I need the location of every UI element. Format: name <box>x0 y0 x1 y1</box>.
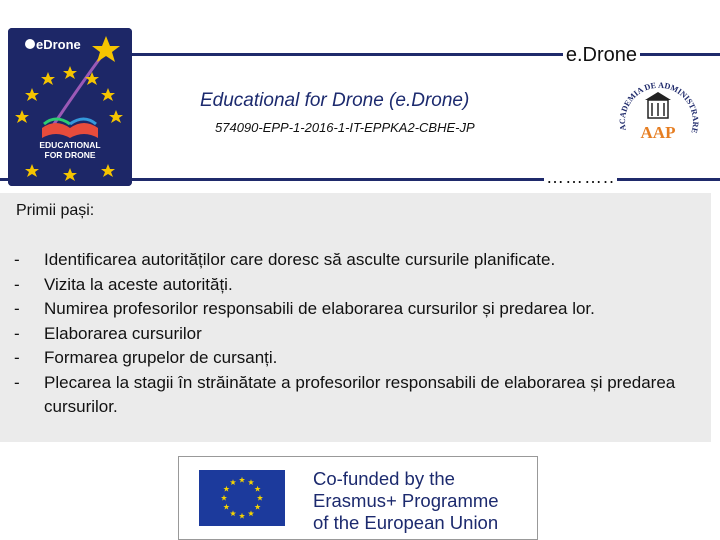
step-text: Plecarea la stagii în străinătate a profesorilor responsabili de elaborarea și predarea cursurilor. <box>44 372 676 416</box>
list-item <box>14 248 704 273</box>
step-text: Identificarea autorităților care doresc să asculte cursurile planificate. <box>44 250 556 269</box>
list-dash: - <box>14 250 20 269</box>
list-item <box>14 297 704 322</box>
step-text: Elaborarea cursurilor <box>44 323 202 343</box>
list-item <box>14 322 704 347</box>
page-title: Educational for Drone (e.Drone) <box>200 90 470 111</box>
list-item <box>14 371 704 420</box>
header-dots: ……….. <box>546 167 616 187</box>
project-code: 574090-EPP-1-2016-1-IT-EPPKA2-CBHE-JP <box>215 120 475 135</box>
step-text: Formarea grupelor de cursanți. <box>44 348 278 367</box>
eu-banner-text <box>313 468 499 534</box>
step-text: Vizita la aceste autorități. <box>44 274 233 294</box>
list-dash: - <box>14 348 20 367</box>
edrone-logo <box>8 28 132 186</box>
aap-logo <box>612 70 704 162</box>
eu-flag-icon <box>199 470 285 526</box>
list-dash: - <box>14 274 20 294</box>
steps-heading: Primii pași: <box>16 202 95 219</box>
list-dash: - <box>14 323 20 343</box>
eu-text-line-2: Erasmus+ Programme <box>313 490 499 511</box>
logo-left-text-1: EDUCATIONAL <box>39 140 101 150</box>
list-dash: - <box>14 372 20 392</box>
list-dash: - <box>14 299 20 318</box>
list-item <box>14 346 704 371</box>
logo-right-ring-text: ACADEMIA DE ADMINISTRARE <box>617 80 701 135</box>
steps-list <box>14 248 704 420</box>
list-item <box>14 273 704 298</box>
logo-left-brand: eDrone <box>36 37 81 52</box>
logo-right-initials: AAP <box>640 123 676 142</box>
eu-text-line-3: of the European Union <box>313 512 499 533</box>
eu-text-line-1: Co-funded by the <box>313 468 455 489</box>
step-text: Numirea profesorilor responsabili de elaborarea cursurilor și predarea lor. <box>44 299 595 318</box>
brand-label: e.Drone <box>563 44 640 67</box>
logo-left-text-2: FOR DRONE <box>44 150 96 160</box>
eu-cofunded-banner <box>178 456 538 540</box>
